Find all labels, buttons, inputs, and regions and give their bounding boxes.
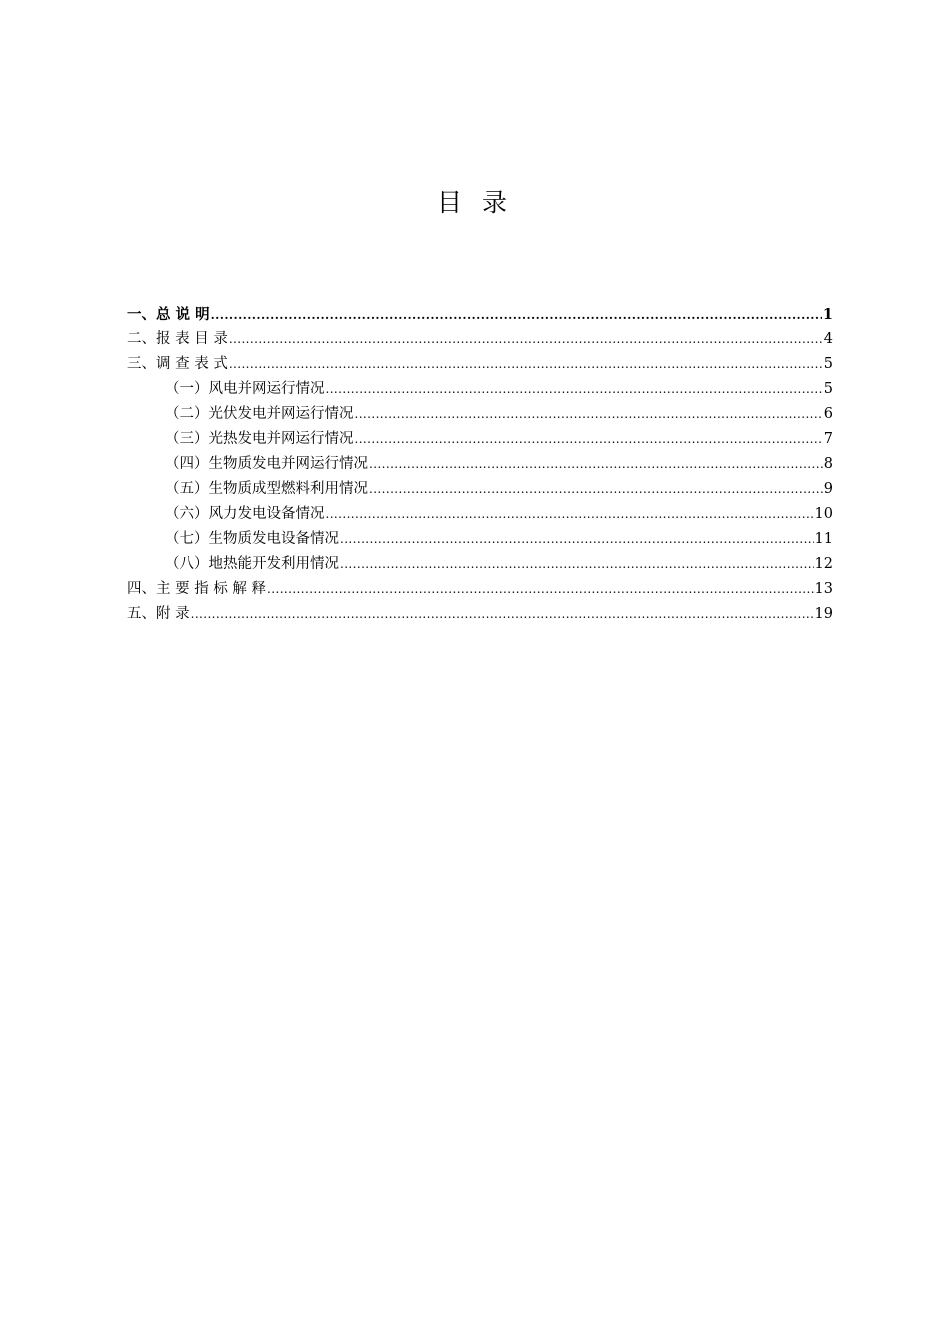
toc-dot-leader xyxy=(369,452,823,477)
toc-entry-label: （五）生物质成型燃料利用情况 xyxy=(165,481,368,497)
toc-dot-leader xyxy=(369,477,823,502)
toc-subentry[interactable] xyxy=(127,552,833,577)
toc-subentry[interactable] xyxy=(127,377,833,402)
toc-entry-page: 7 xyxy=(823,431,833,447)
toc-entry[interactable] xyxy=(127,302,833,327)
toc-entry[interactable] xyxy=(127,327,833,352)
toc-dot-leader xyxy=(355,427,823,452)
toc-dot-leader xyxy=(267,577,814,602)
toc-entry-label: 三、调 查 表 式 xyxy=(127,356,228,372)
toc-entry-page: 6 xyxy=(823,406,833,422)
toc-entry[interactable] xyxy=(127,577,833,602)
toc-entry[interactable] xyxy=(127,352,833,377)
toc-entry-page: 4 xyxy=(823,331,833,347)
toc-entry-page: 19 xyxy=(814,606,833,622)
toc-list xyxy=(127,302,833,627)
toc-entry-page: 13 xyxy=(814,581,833,597)
toc-entry-label: （四）生物质发电并网运行情况 xyxy=(165,456,368,472)
toc-dot-leader xyxy=(229,352,823,377)
toc-dot-leader xyxy=(340,527,814,552)
toc-subentry[interactable] xyxy=(127,477,833,502)
toc-entry-page: 1 xyxy=(822,306,833,323)
toc-entry-label: 二、报 表 目 录 xyxy=(127,331,228,347)
toc-title: 目 录 xyxy=(437,188,513,217)
toc-dot-leader xyxy=(229,327,823,352)
toc-entry-label: （二）光伏发电并网运行情况 xyxy=(165,406,354,422)
toc-subentry[interactable] xyxy=(127,502,833,527)
toc-subentry[interactable] xyxy=(127,402,833,427)
toc-dot-leader xyxy=(191,602,814,627)
toc-entry-page: 5 xyxy=(823,356,833,372)
toc-dot-leader xyxy=(211,303,822,328)
toc-entry-label: （六）风力发电设备情况 xyxy=(165,506,325,522)
toc-subentry[interactable] xyxy=(127,427,833,452)
toc-dot-leader xyxy=(326,377,823,402)
toc-entry-label: （三）光热发电并网运行情况 xyxy=(165,431,354,447)
toc-entry-label: 四、主 要 指 标 解 释 xyxy=(127,581,267,597)
toc-entry-page: 8 xyxy=(823,456,833,472)
toc-subentry[interactable] xyxy=(127,452,833,477)
toc-entry-label: 一、总 说 明 xyxy=(127,306,210,323)
toc-dot-leader xyxy=(326,502,814,527)
toc-entry-page: 10 xyxy=(814,506,833,522)
toc-entry-page: 11 xyxy=(814,531,833,547)
toc-entry-label: （一）风电并网运行情况 xyxy=(165,381,325,397)
toc-subentry[interactable] xyxy=(127,527,833,552)
toc-dot-leader xyxy=(340,552,814,577)
toc-entry-page: 5 xyxy=(823,381,833,397)
toc-entry[interactable] xyxy=(127,602,833,627)
toc-entry-label: （八）地热能开发利用情况 xyxy=(165,556,339,572)
toc-entry-label: （七）生物质发电设备情况 xyxy=(165,531,339,547)
toc-dot-leader xyxy=(355,402,823,427)
toc-entry-page: 12 xyxy=(814,556,833,572)
toc-entry-label: 五、附 录 xyxy=(127,606,190,622)
toc-entry-page: 9 xyxy=(823,481,833,497)
